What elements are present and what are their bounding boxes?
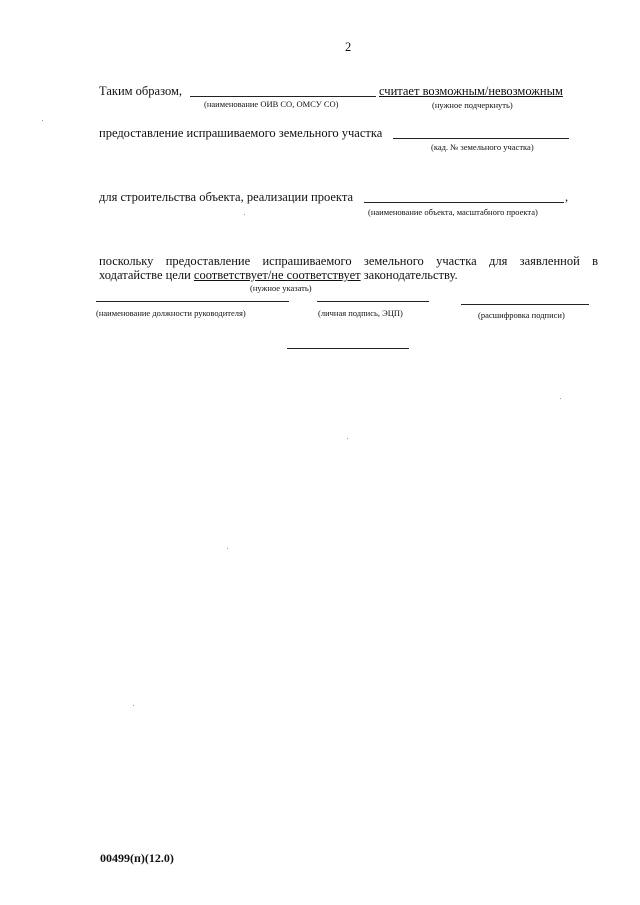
- authority-name-blank[interactable]: [190, 96, 376, 97]
- scan-speck: [560, 398, 561, 399]
- compliance-option: соответствует/не соответствует: [193, 268, 361, 282]
- petition-purpose-text: ходатайстве цели: [99, 268, 191, 282]
- underline-needed-caption: (нужное подчеркнуть): [432, 100, 513, 110]
- scan-speck: [42, 120, 43, 121]
- signature-decryption-blank[interactable]: [461, 304, 589, 305]
- legislation-text: законодательству.: [363, 268, 458, 282]
- cadastral-number-caption: (кад. № земельного участка): [431, 142, 534, 152]
- compliance-paragraph-line2: [99, 268, 458, 282]
- position-title-caption: (наименование должности руководителя): [96, 308, 246, 318]
- signature-decryption-caption: (расшифровка подписи): [478, 310, 565, 320]
- scan-speck: [244, 214, 245, 215]
- compliance-paragraph-line1: поскольку предоставление испрашиваемого земельного участка для заявленной в: [99, 254, 598, 268]
- construction-purpose-text: для строительства объекта, реализации проекта: [99, 190, 354, 204]
- thus-label: Таким образом,: [99, 84, 182, 98]
- object-name-blank[interactable]: [364, 202, 564, 203]
- land-plot-provision-text: предоставление испрашиваемого земельного участка: [99, 126, 383, 140]
- closing-divider: [287, 348, 409, 349]
- object-name-caption: (наименование объекта, масштабного проекта): [368, 207, 538, 217]
- scan-speck: [347, 438, 348, 439]
- authority-name-caption: (наименование ОИВ СО, ОМСУ СО): [204, 99, 339, 109]
- line3-comma: ,: [565, 190, 569, 204]
- position-title-blank[interactable]: [96, 301, 289, 302]
- scan-speck: [227, 548, 228, 549]
- possibility-statement: считает возможным/невозможным: [379, 84, 563, 98]
- page-number: 2: [345, 40, 352, 54]
- signature-caption: (личная подпись, ЭЦП): [318, 308, 403, 318]
- cadastral-number-blank[interactable]: [393, 138, 569, 139]
- specify-needed-caption: (нужное указать): [250, 283, 312, 293]
- scan-speck: [133, 705, 134, 706]
- signature-blank[interactable]: [317, 301, 429, 302]
- document-form-code: 00499(п)(12.0): [100, 851, 174, 865]
